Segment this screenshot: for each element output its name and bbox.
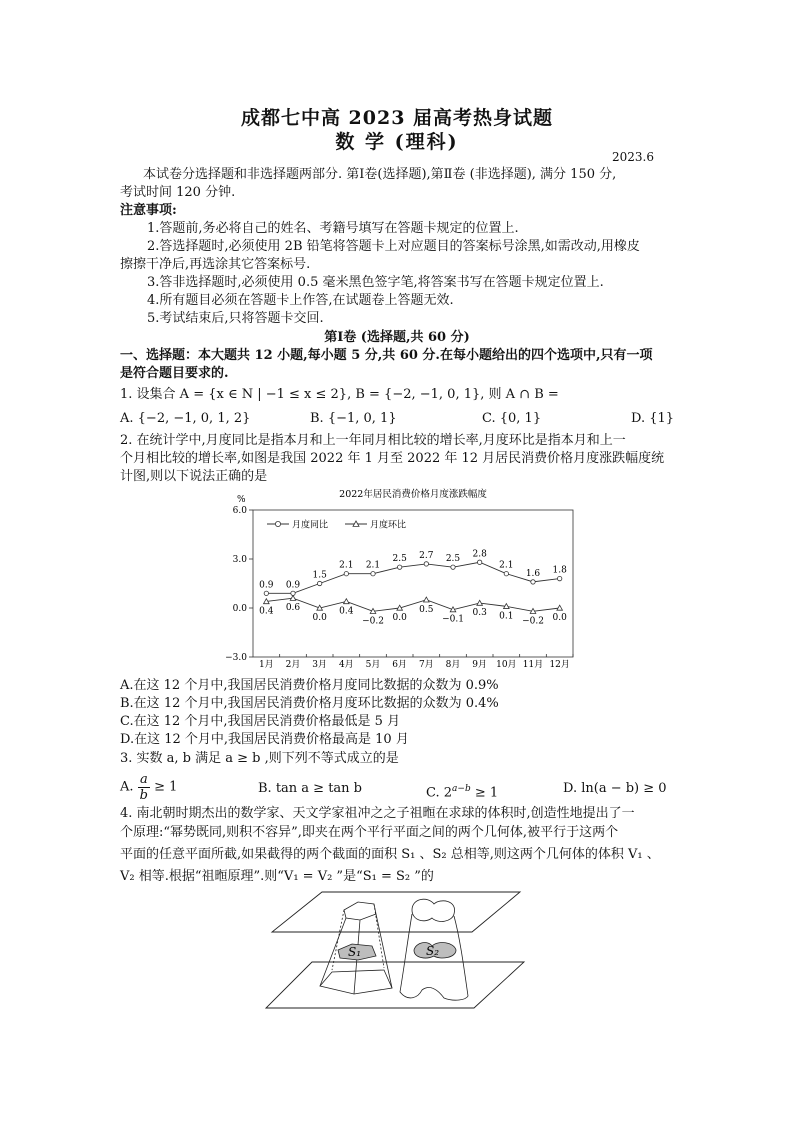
data-point [397,565,401,569]
data-label: 0.9 [259,580,274,591]
note-item: 3.答非选择题时,必须使用 0.5 毫米黑色签字笔,将答案书写在答题卡规定位置上. [147,275,604,290]
q2-option-d: D.在这 12 个月中,我国居民消费价格最高是 10 月 [120,732,409,747]
data-point [504,572,508,576]
y-tick-label: 6.0 [232,506,247,516]
data-label: 0.0 [312,613,327,623]
data-point [557,605,563,610]
question-3-stem: 3. 实数 a, b 满足 a ≥ b ,则下列不等式成立的是 [120,751,399,766]
notes-heading: 注意事项: [120,203,177,218]
note-item: 2.答选择题时,必须使用 2B 铅笔将答题卡上对应题目的答案标号涂黑,如需改动,用橡皮 [147,239,640,254]
fraction-denominator: b [139,788,148,803]
subject-title: 数 学 (理科) [335,131,459,153]
data-label: 2.5 [392,554,407,565]
question-2-stem: 2. 在统计学中,月度同比是指本月和上一年同月相比较的增长率,月度环比是指本月和上一 [120,433,626,448]
legend-label: 月度同比 [292,520,329,531]
x-tick-label: 2月 [285,660,301,670]
data-label: 1.8 [552,565,567,576]
data-label: 2.1 [499,560,514,571]
note-item: 擦擦干净后,再选涂其它答案标号. [120,257,311,272]
data-label: 2.1 [365,560,381,571]
data-point [424,597,430,602]
y-tick-label: 0.0 [232,604,247,614]
question-4-stem: 4. 南北朝时期杰出的数学家、天文学家祖冲之之子祖暅在求球的体积时,创造性地提出了一 [120,806,635,821]
y-tick-label: 3.0 [232,555,247,565]
data-label: 0.1 [499,611,514,622]
bottom-plane [266,962,524,1008]
data-label: −0.1 [442,614,464,625]
q1-option-b: B. {−1, 0, 1} [310,411,397,426]
section-heading: 第Ⅰ卷 (选择题,共 60 分) [324,330,470,345]
x-tick-label: 12月 [549,660,570,670]
note-item: 1.答题前,务必将自己的姓名、考籍号填写在答题卡规定的位置上. [147,221,519,236]
intro-line-2: 考试时间 120 分钟. [120,185,236,200]
data-label: −0.2 [522,616,544,627]
s1-label: S₁ [348,945,362,959]
series-line-yoy [266,562,559,593]
data-label: 2.5 [445,554,461,565]
data-point [344,599,350,604]
intro-line-1: 本试卷分选择题和非选择题两部分. 第Ⅰ卷(选择题),第Ⅱ卷 (非选择题), 满分 150 分, [143,167,617,182]
data-label: 0.4 [339,606,354,617]
q3-option-a-relation: ≥ 1 [154,779,178,795]
question-4-stem: 个原理:“幂势既同,则积不容异”,即夹在两个平行平面之间的两个几何体,被平行于这两个 [120,825,619,840]
q3-option-d: D. ln(a − b) ≥ 0 [563,781,667,796]
zu-geng-figure [262,888,532,1014]
data-point [451,565,455,569]
data-point [477,600,483,605]
data-label: 0.3 [472,608,487,619]
q2-option-b: B.在这 12 个月中,我国居民消费价格月度环比数据的众数为 0.4% [120,696,499,711]
q1-option-c: C. {0, 1} [482,411,542,426]
data-point [290,595,296,600]
q2-option-c: C.在这 12 个月中,我国居民消费价格最低是 5 月 [120,714,401,729]
x-tick-label: 4月 [338,660,354,670]
data-label: 0.4 [259,606,274,617]
data-point [424,562,428,566]
x-tick-label: 6月 [392,660,408,670]
s2-label: S₂ [426,944,440,958]
data-label: 0.0 [552,613,567,623]
q3-option-c-relation: ≥ 1 [470,785,499,801]
q2-option-a: A.在这 12 个月中,我国居民消费价格月度同比数据的众数为 0.9% [120,678,499,693]
data-point [531,580,535,584]
data-point [344,572,348,576]
legend-marker [275,521,280,526]
plot-area [253,510,573,657]
question-4-stem: V₂ 相等.根据“祖暅原理”.则“V₁ = V₂ ”是“S₁ = S₂ ”的 [120,869,434,884]
q3-option-c-base: C. 2 [426,785,453,801]
data-point [371,572,375,576]
data-label: 0.6 [285,603,301,614]
x-tick-label: 9月 [472,660,488,670]
fraction [138,772,150,803]
x-tick-label: 7月 [418,660,434,670]
q3-option-c-exponent: a−b [452,784,471,794]
x-tick-label: 5月 [365,660,381,670]
x-tick-label: 11月 [522,660,544,670]
question-4-stem: 平面的任意平面所截,如果截得的两个截面的面积 S₁ 、S₂ 总相等,则这两个几何体的体积 V₁ 、 [120,847,660,862]
data-label: 2.7 [419,550,434,561]
x-tick-label: 8月 [445,660,461,670]
y-tick-label: −3.0 [225,653,247,663]
legend-label: 月度环比 [370,520,407,531]
q3-option-b: B. tan a ≥ tan b [258,781,363,796]
data-label: 0.0 [392,613,407,623]
chart-y-unit: % [237,495,246,505]
question-2-stem: 个月相比较的增长率,如图是我国 2022 年 1 月至 2022 年 12 月居民消费价格月度涨跌幅度统 [120,451,665,466]
q3-option-a-label: A. [120,779,134,795]
data-point [317,581,321,585]
data-label: 1.5 [312,570,327,581]
note-item: 4.所有题目必须在答题卡上作答,在试题卷上答题无效. [147,293,454,308]
data-point [264,591,268,595]
exam-title: 成都七中高 2023 届高考热身试题 [240,107,554,129]
question-1-stem: 1. 设集合 A = {x ∈ N | −1 ≤ x ≤ 2}, B = {−2, −1, 0, 1}, 则 A ∩ B = [120,387,559,402]
q3-option-c [426,780,498,802]
data-label: −0.2 [362,616,384,627]
note-item: 5.考试结束后,只将答题卡交回. [147,311,324,326]
chart-title: 2022年居民消费价格月度涨跌幅度 [339,489,487,500]
data-label: 0.9 [285,580,301,591]
q1-option-d: D. {1} [631,411,675,426]
data-point [557,576,561,580]
x-tick-label: 3月 [312,660,328,670]
x-tick-label: 1月 [258,660,274,670]
data-label: 1.6 [525,568,541,579]
q3-option-a [120,772,177,803]
q1-option-a: A. {−2, −1, 0, 1, 2} [120,411,251,426]
section-instruction: 一、选择题：本大题共 12 小题,每小题 5 分,共 60 分.在每小题给出的四个选项中,只有一项 [120,348,653,363]
x-tick-label: 10月 [496,660,517,670]
exam-date: 2023.6 [612,150,654,164]
section-instruction: 是符合题目要求的. [120,366,229,381]
cpi-line-chart [225,484,585,676]
data-label: 2.1 [339,560,354,571]
fraction-numerator: a [138,772,150,788]
top-plane [272,892,520,932]
data-point [477,560,481,564]
data-label: 0.5 [419,604,434,615]
question-2-stem: 计图,则以下说法正确的是 [120,469,268,484]
data-label: 2.8 [472,549,487,560]
